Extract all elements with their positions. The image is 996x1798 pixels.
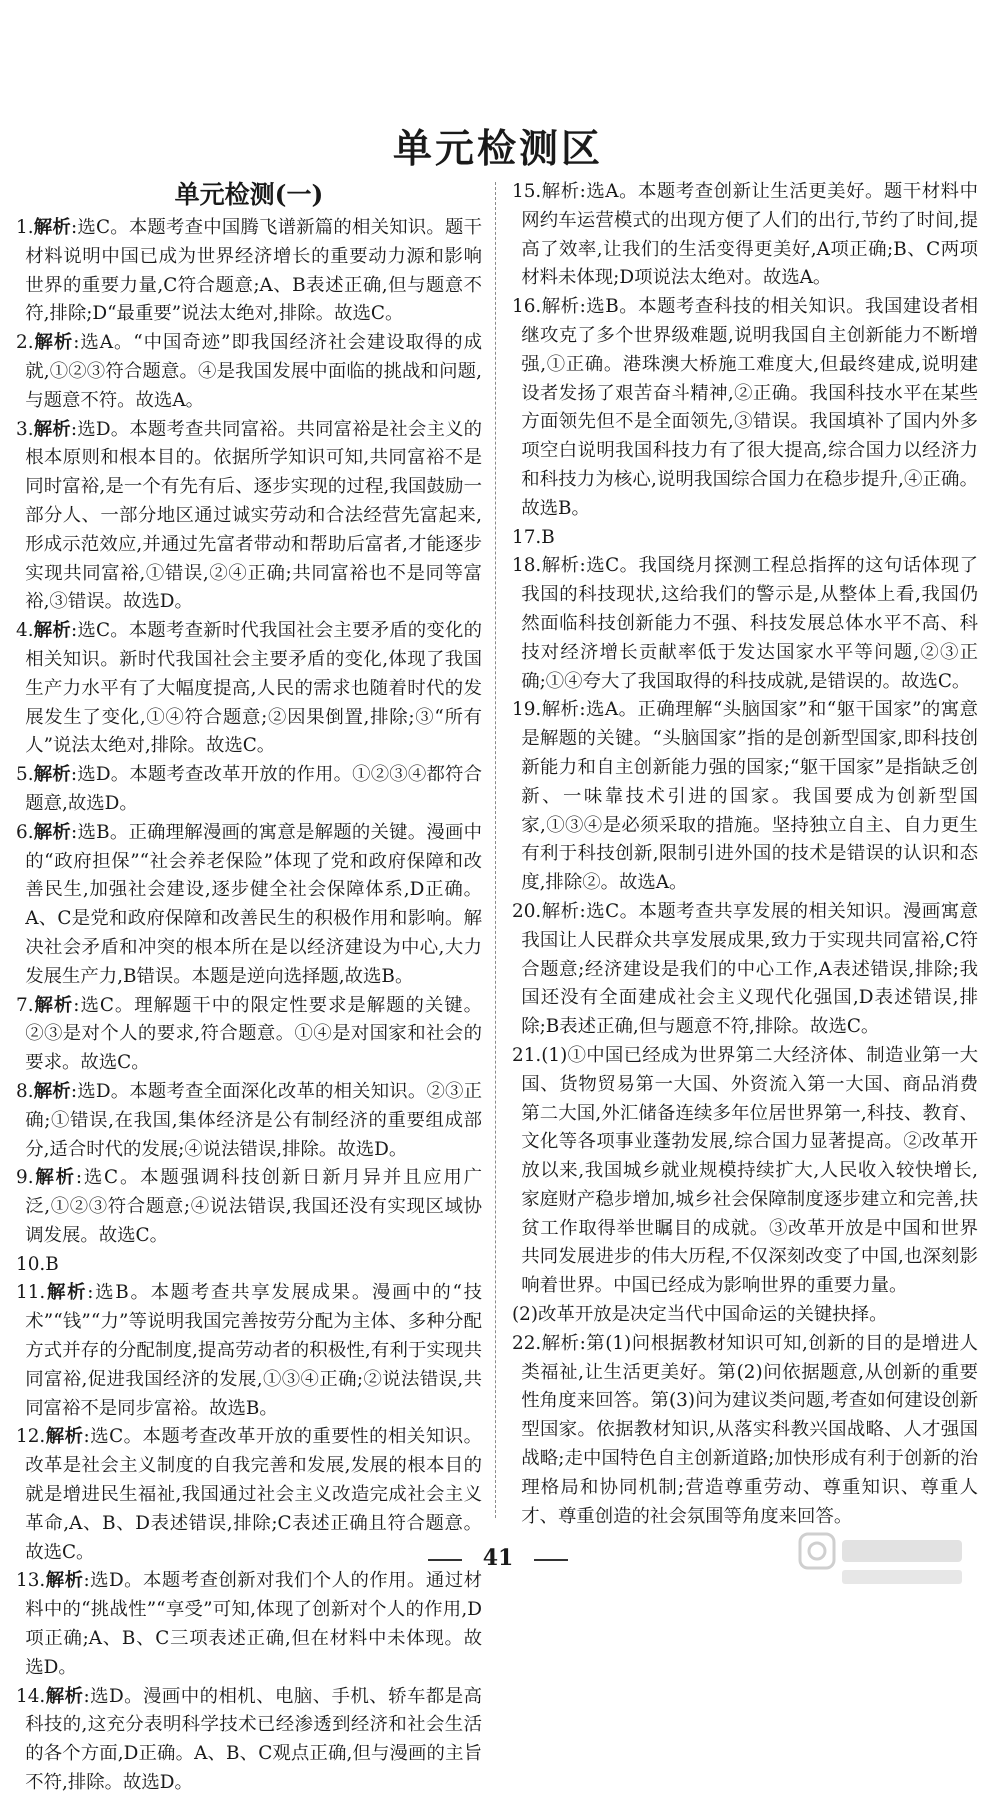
answer-item — [16, 1251, 482, 1280]
watermark-logo-icon — [798, 1530, 968, 1590]
answer-list-right — [512, 178, 978, 1531]
answer-text: :选D。本题考查全面深化改革的相关知识。②③正确;①错误,在我国,集体经济是公有制经济的重要组成部分,适合时代的发展;④说法错误,排除。故选D。 — [25, 1080, 482, 1160]
answer-text: :第(1)问根据教材知识可知,创新的目的是增进人类福祉,让生活更美好。第(2)问依据题意,从创新的重要性角度来回答。第(3)问为建议类问题,考查如何建设创新型国家。依据教材知识,从落实科教兴国战略、人才强国战略;走中国特色自主创新道路;加快形成有利于创新的治理格局和协同机制;营造尊重劳动、尊重知识、尊重人才、尊重创造的社会氛围等角度来回答。 — [521, 1332, 978, 1527]
answer-text: :选C。我国绕月探测工程总指挥的这句话体现了我国的科技现状,这给我们的警示是,从整体上看,我国仍然面临科技创新能力不强、科技发展总体水平不高、科技对经济增长贡献率低于发达国家水平等问题,②③正确;①④夸大了我国取得的科技成就,是错误的。故选C。 — [521, 555, 978, 692]
answer-label: 解析 — [45, 1685, 84, 1707]
answer-item — [16, 1164, 482, 1250]
answer-text: :选A。正确理解“头脑国家”和“躯干国家”的寓意是解题的关键。“头脑国家”指的是创新型国家,即科技创新能力和自主创新能力强的国家;“躯干国家”是指缺乏创新、一味靠技术引进的国家。我国要成为创新型国家,①③④是必须采取的措施。坚持独立自主、自力更生有利于科技创新,限制引进外国的技术是错误的认识和态度,排除②。故选A。 — [521, 699, 978, 894]
answer-label: 解析 — [541, 1332, 580, 1354]
answer-item — [512, 1330, 978, 1532]
answer-item — [16, 761, 482, 819]
answer-text: :选C。本题考查新时代我国社会主要矛盾的变化的相关知识。新时代我国社会主要矛盾的变化,体现了我国生产力水平有了大幅度提高,人民的需求也随着时代的发展发生了变化,①④符合题意;②因果倒置,排除;③“所有人”说法太绝对,排除。故选C。 — [25, 620, 482, 757]
answer-label: 解析 — [33, 217, 71, 238]
footer-dash-right — [534, 1559, 568, 1561]
answer-number: 4. — [16, 620, 34, 642]
answer-item — [16, 329, 482, 415]
answer-number: 10. — [16, 1253, 46, 1275]
answer-number: 17. — [512, 526, 542, 548]
answer-item — [16, 819, 482, 992]
answer-label: 解析 — [541, 900, 580, 922]
answer-item — [16, 416, 482, 618]
answer-item — [512, 1042, 978, 1301]
column-divider — [495, 182, 496, 1518]
answer-text: :选D。本题考查创新对我们个人的作用。通过材料中的“挑战性”“享受”可知,体现了创新对个人的作用,D项正确;A、B、C三项表述正确,但在材料中未体现。故选D。 — [25, 1570, 482, 1678]
answer-number: 8. — [16, 1080, 34, 1102]
page-number: 41 — [482, 1545, 514, 1571]
answer-label: 解析 — [33, 994, 74, 1016]
answer-item — [512, 552, 978, 696]
answer-text: :选B。本题考查共享发展成果。漫画中的“技术”“钱”“力”等说明我国完善按劳分配为主体、多种分配方式并存的分配制度,提高劳动者的积极性,有利于实现共同富裕,促进我国经济的发展,①③④正确;②说法错误,共同富裕不是同步富裕。故选B。 — [25, 1282, 482, 1419]
answer-item — [16, 1683, 482, 1798]
answer-item — [512, 898, 978, 1042]
answer-label: 解析 — [541, 296, 580, 318]
answer-number: 15. — [512, 181, 542, 202]
answer-label: 解析 — [33, 332, 74, 354]
answer-number: 21. — [512, 1044, 542, 1066]
answer-item — [16, 1279, 482, 1423]
answer-label: 解析 — [541, 181, 580, 202]
answer-label: 解析 — [33, 764, 71, 786]
answer-text: :选D。本题考查共同富裕。共同富裕是社会主义的根本原则和根本目的。依据所学知识可知,共同富裕不是同时富裕,是一个有先有后、逐步实现的过程,我国鼓励一部分人、一部分地区通过诚实劳动和合法经营先富起来,形成示范效应,并通过先富者带动和帮助后富者,才能逐步实现共同富裕,①错误,②④正确;共同富裕也不是同等富裕,③错误。故选D。 — [25, 418, 482, 613]
answer-text: (2)改革开放是决定当代中国命运的关键抉择。 — [512, 1304, 888, 1326]
answer-text: :选C。本题强调科技创新日新月异并且应用广泛,①②③符合题意;④说法错误,我国还没有实现区域协调发展。故选C。 — [25, 1167, 482, 1246]
answer-text: :选A。本题考查创新让生活更美好。题干材料中网约车运营模式的出现方便了人们的出行,节约了时间,提高了效率,让我们的生活变得更美好,A项正确;B、C两项材料未体现;D项说法太绝对。故选A。 — [521, 181, 978, 289]
answer-number: 1. — [16, 217, 34, 238]
answer-number: 18. — [512, 555, 542, 577]
right-column — [512, 178, 978, 1531]
answer-item — [16, 214, 482, 329]
answer-number: 16. — [512, 296, 542, 318]
answer-text: (1)①中国已经成为世界第二大经济体、制造业第一大国、货物贸易第一大国、外资流入第一大国、商品消费第二大国,外汇储备连续多年位居世界第一,科技、教育、文化等各项事业蓬勃发展,综合国力显著提高。②改革开放以来,我国城乡就业规模持续扩大,人民收入较快增长,家庭财产稳步增加,城乡社会保障制度逐步建立和完善,扶贫工作取得举世瞩目的成就。③改革开放是中国和世界共同发展进步的伟大历程,不仅深刻改变了中国,也深刻影响着世界。中国已经成为影响世界的重要力量。 — [521, 1044, 978, 1297]
answer-number: 19. — [512, 699, 542, 721]
answer-item — [512, 1301, 978, 1330]
answer-item — [512, 524, 978, 553]
answer-text: :选B。正确理解漫画的寓意是解题的关键。漫画中的“政府担保”“社会养老保险”体现了党和政府保障和改善民生,加强社会建设,逐步健全社会保障体系,D正确。A、C是党和政府保障和改善民生的积极作用和影响。解决社会矛盾和冲突的根本所在是以经济建设为中心,大力发展生产力,B错误。本题是逆向选择题,故选B。 — [25, 821, 482, 987]
answer-label: 解析 — [45, 1570, 84, 1592]
answer-number: 2. — [16, 332, 34, 354]
answer-label: 解析 — [45, 1426, 84, 1448]
answer-number: 7. — [16, 994, 34, 1016]
footer-dash-left — [428, 1559, 462, 1561]
answer-label: 解析 — [45, 1282, 88, 1304]
answer-text: B — [541, 526, 555, 548]
answer-item — [512, 178, 978, 293]
answer-item — [16, 992, 482, 1078]
answer-text: :选C。本题考查中国腾飞谱新篇的相关知识。题干材料说明中国已成为世界经济增长的重要动力源和影响世界的重要力量,C符合题意;A、B表述正确,但与题意不符,排除;D“最重要”说法太绝对,排除。故选C。 — [25, 217, 482, 325]
answer-text: B — [45, 1253, 59, 1275]
answer-number: 3. — [16, 418, 34, 440]
answer-number: 13. — [16, 1570, 46, 1592]
answer-text: :选B。本题考查科技的相关知识。我国建设者相继攻克了多个世界级难题,说明我国自主创新能力不断增强,①正确。港珠澳大桥施工难度大,但最终建成,说明建设者发扬了艰苦奋斗精神,②正确。我国科技水平在某些方面领先但不是全面领先,③错误。我国填补了国内外多项空白说明我国科技力有了很大提高,综合国力以经济力和科技力为核心,说明我国综合国力在稳步提升,④正确。故选B。 — [521, 296, 978, 519]
answer-label: 解析 — [33, 1080, 71, 1102]
answer-text: :选C。理解题干中的限定性要求是解题的关键。②③是对个人的要求,符合题意。①④是对国家和社会的要求。故选C。 — [25, 994, 482, 1074]
answer-number: 12. — [16, 1426, 46, 1448]
answer-label: 解析 — [33, 418, 71, 440]
answer-item — [16, 617, 482, 761]
answer-number: 6. — [16, 821, 34, 843]
answer-label: 解析 — [33, 821, 72, 843]
answer-text: :选D。漫画中的相机、电脑、手机、轿车都是高科技的,这充分表明科学技术已经渗透到经济和社会生活的各个方面,D正确。A、B、C观点正确,但与漫画的主旨不符,排除。故选D。 — [25, 1685, 482, 1794]
answer-number: 14. — [16, 1685, 46, 1707]
answer-text: :选D。本题考查改革开放的作用。①②③④都符合题意,故选D。 — [25, 764, 482, 814]
answer-number: 22. — [512, 1332, 542, 1354]
answer-text: :选C。本题考查改革开放的重要性的相关知识。改革是社会主义制度的自我完善和发展,发展的根本目的就是增进民生福祉,我国通过社会主义改造完成社会主义革命,A、B、D表述错误,排除;C表述正确且符合题意。故选C。 — [25, 1426, 482, 1563]
answer-text: :选C。本题考查共享发展的相关知识。漫画寓意我国让人民群众共享发展成果,致力于实现共同富裕,C符合题意;经济建设是我们的中心工作,A表述错误,排除;我国还没有全面建成社会主义现代化强国,D表述错误,排除;B表述正确,但与题意不符,排除。故选C。 — [521, 900, 978, 1038]
page-title: 单元检测区 — [392, 126, 603, 172]
answer-number: 5. — [16, 764, 34, 786]
answer-item — [512, 293, 978, 523]
answer-item — [512, 696, 978, 898]
answer-item — [16, 1078, 482, 1164]
answer-number: 11. — [16, 1282, 46, 1304]
answer-label: 解析 — [541, 699, 580, 721]
answer-number: 9. — [16, 1167, 34, 1189]
answer-label: 解析 — [33, 620, 71, 642]
answer-label: 解析 — [541, 555, 580, 577]
section-title: 单元检测(一) — [174, 180, 324, 209]
answer-label: 解析 — [33, 1167, 76, 1189]
answer-item — [16, 1567, 482, 1682]
answer-text: :选A。“中国奇迹”即我国经济社会建设取得的成就,①②③符合题意。④是我国发展中面临的挑战和问题,与题意不符。故选A。 — [25, 332, 482, 411]
answer-number: 20. — [512, 900, 542, 922]
